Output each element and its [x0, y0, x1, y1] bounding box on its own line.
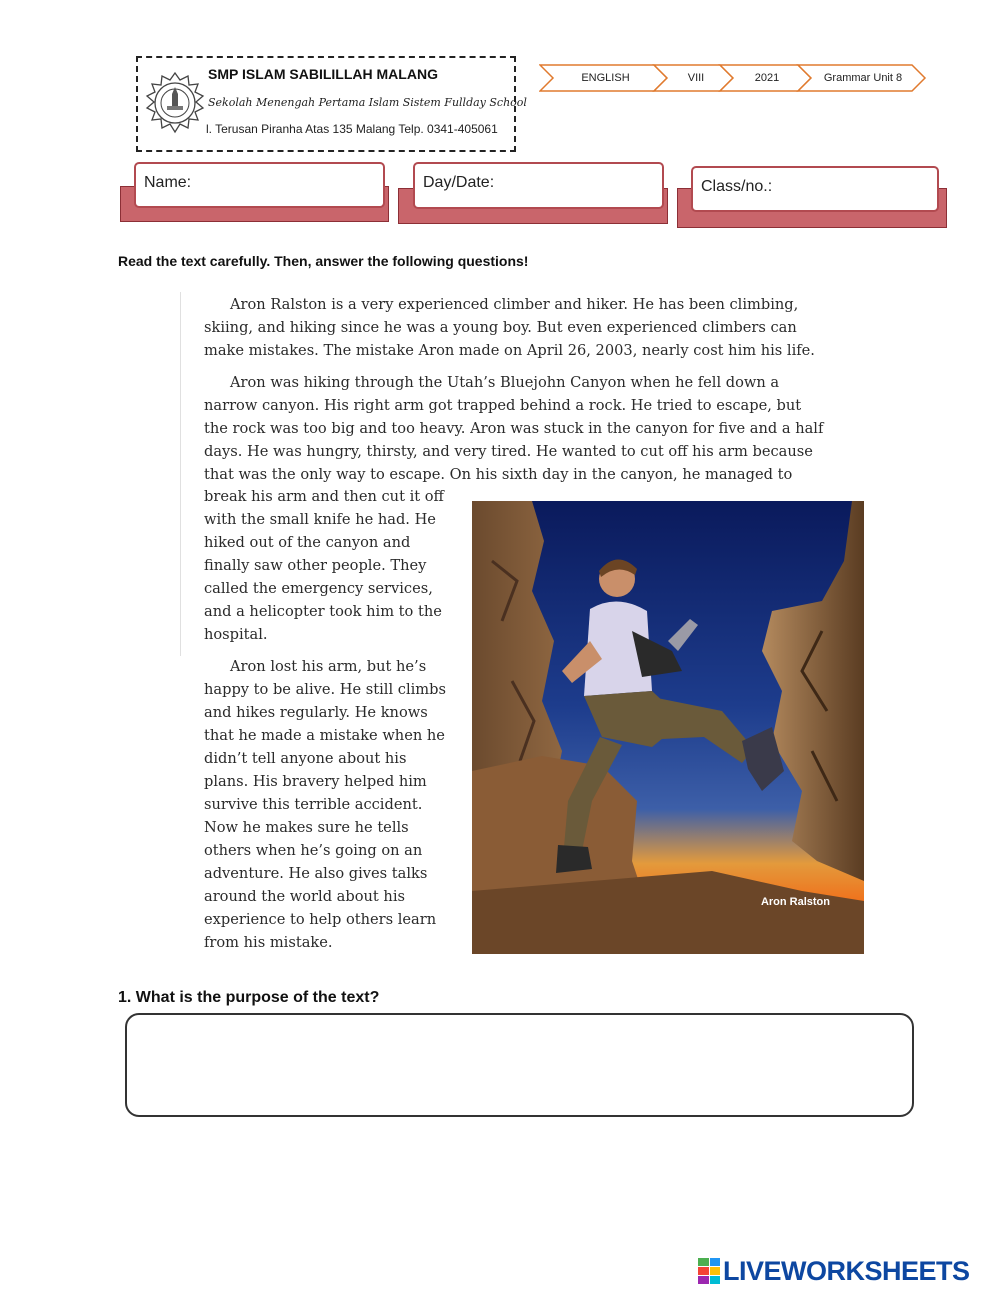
class-label: Class/no.:: [701, 178, 773, 195]
subject-breadcrumb: [539, 64, 929, 94]
school-name: SMP ISLAM SABILILLAH MALANG: [208, 66, 438, 82]
crumb-year: 2021: [754, 72, 780, 84]
school-logo: [144, 72, 206, 134]
date-field[interactable]: [413, 162, 664, 209]
liveworksheets-wordmark: LIVEWORKSHEETS: [723, 1255, 970, 1286]
answer-box-1[interactable]: [125, 1013, 914, 1117]
photo-caption: Aron Ralston: [760, 896, 830, 908]
name-field[interactable]: [134, 162, 385, 208]
crumb-grade: VIII: [687, 72, 705, 84]
instruction-text: Read the text carefully. Then, answer the following questions!: [118, 253, 529, 269]
passage-paragraph-1: Aron Ralston is a very experienced climber and hiker. He has been climbing, skiing, and hiking since he was a young boy. But even experienced climbers can make mistakes. The mistake Aron made on April 26, 2003, nearly cost him his life.: [204, 296, 815, 359]
date-label: Day/Date:: [423, 174, 495, 191]
liveworksheets-logo-icon: [698, 1258, 720, 1284]
name-label: Name:: [144, 174, 192, 191]
class-field[interactable]: [691, 166, 939, 212]
passage-paragraph-2: Aron was hiking through the Utah’s Bluejohn Canyon when he fell down a narrow canyon. His right arm got trapped behind a rock. He tried to escape, but the rock was too big and too heavy. Aron was stuck in the canyon for five and a half days. He was hungry, thirsty, and very tired. He wanted to cut off his arm because that was the only way to escape. On his sixth day in the canyon, he managed to: [204, 374, 824, 483]
passage-left-rule: [180, 292, 181, 656]
passage-paragraph-3: Aron lost his arm, but he’s happy to be alive. He still climbs and hikes regularly. He knows that he made a mistake when he didn’t tell anyone about his plans. His bravery helped him survive this terrible accident. Now he makes sure he tells others when he’s going on an adventure. He also gives talks around the world about his experience to help others learn from his mistake.: [204, 658, 446, 951]
passage-left-column: [204, 485, 450, 954]
school-header: [136, 56, 527, 152]
question-1: 1. What is the purpose of the text?: [118, 989, 380, 1006]
school-address: l. Terusan Piranha Atas 135 Malang Telp. 0341-405061: [206, 122, 498, 136]
climber-photo: [472, 501, 864, 954]
school-subtitle: Sekolah Menengah Pertama Islam Sistem Fullday School: [208, 96, 527, 109]
liveworksheets-brand: [698, 1256, 970, 1286]
passage-paragraph-2-continued: break his arm and then cut it off with the small knife he had. He hiked out of the canyon and finally saw other people. They called the emergency services, and a helicopter took him to the hospital.: [204, 488, 444, 643]
crumb-english: ENGLISH: [581, 72, 630, 84]
crumb-unit: Grammar Unit 8: [823, 72, 903, 84]
passage-top: [204, 293, 828, 486]
